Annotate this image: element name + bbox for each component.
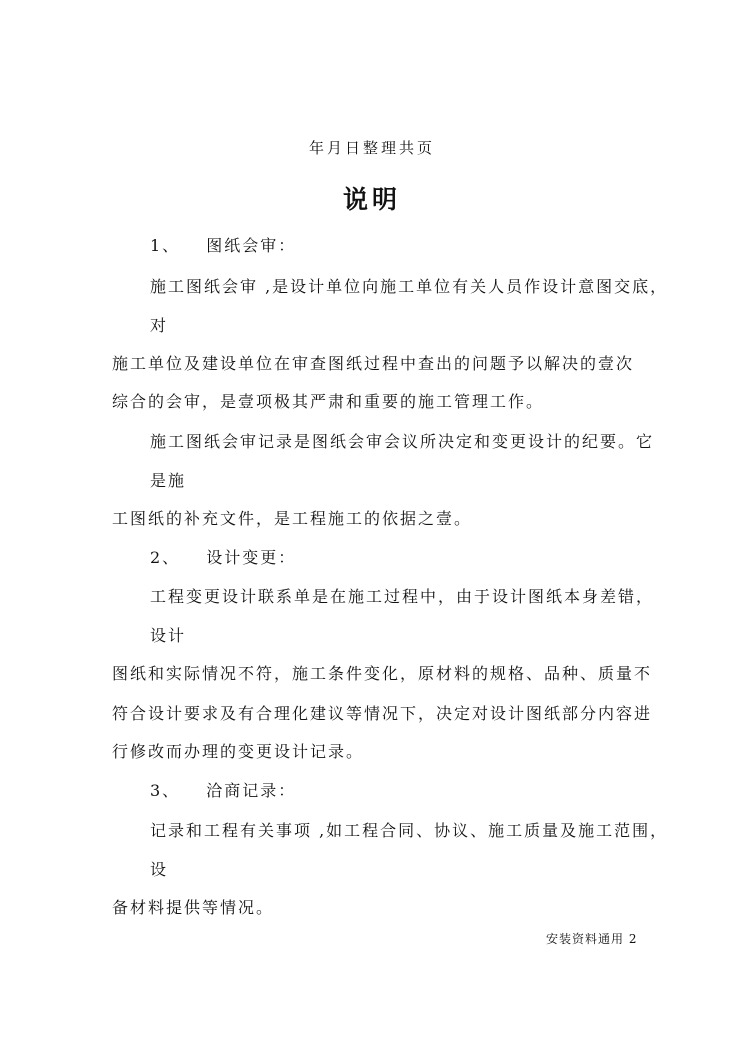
- paragraph-line: 是施: [150, 471, 187, 490]
- section-3-heading: [150, 781, 296, 801]
- section-1-number: 1、: [150, 236, 181, 255]
- paragraph-line: 行修改而办理的变更设计记录。: [112, 742, 365, 761]
- section-3-number: 3、: [150, 781, 181, 800]
- paragraph-line: 施工图纸会审记录是图纸会审会议所决定和变更设计的纪要。它: [150, 432, 655, 451]
- paragraph-line: 工图纸的补充文件，是工程施工的依据之壹。: [112, 509, 473, 528]
- section-2-title: 设计变更：: [206, 548, 297, 567]
- paragraph-line: 记录和工程有关事项 ,如工程合同、协议、施工质量及施工范围，: [150, 821, 669, 840]
- paragraph-line: 图纸和实际情况不符，施工条件变化，原材料的规格、品种、质量不: [112, 664, 653, 683]
- paragraph-line: 综合的会审，是壹项极其严肃和重要的施工管理工作。: [112, 392, 545, 411]
- footer-label: 安装资料通用 2: [546, 932, 638, 946]
- paragraph-line: 设计: [150, 626, 187, 645]
- paragraph-line: 施工图纸会审 ,是设计单位向施工单位有关人员作设计意图交底，: [150, 277, 669, 296]
- section-2-heading: [150, 548, 296, 568]
- paragraph-line: 设: [150, 860, 169, 879]
- section-2-number: 2、: [150, 548, 181, 567]
- paragraph-line: 对: [150, 316, 169, 335]
- section-3-title: 洽商记录：: [206, 781, 297, 800]
- paragraph-line: 施工单位及建设单位在审查图纸过程中查出的问题予以解决的壹次: [112, 354, 635, 373]
- document-title: 说明: [342, 185, 401, 214]
- paragraph-line: 符合设计要求及有合理化建议等情况下，决定对设计图纸部分内容进: [112, 704, 653, 723]
- header-meta: 年月日整理共页: [308, 139, 435, 157]
- paragraph-line: 备材料提供等情况。: [112, 898, 275, 917]
- section-1-heading: [150, 236, 296, 256]
- section-1-title: 图纸会审：: [206, 236, 297, 255]
- paragraph-line: 工程变更设计联系单是在施工过程中，由于设计图纸本身差错，: [150, 587, 655, 606]
